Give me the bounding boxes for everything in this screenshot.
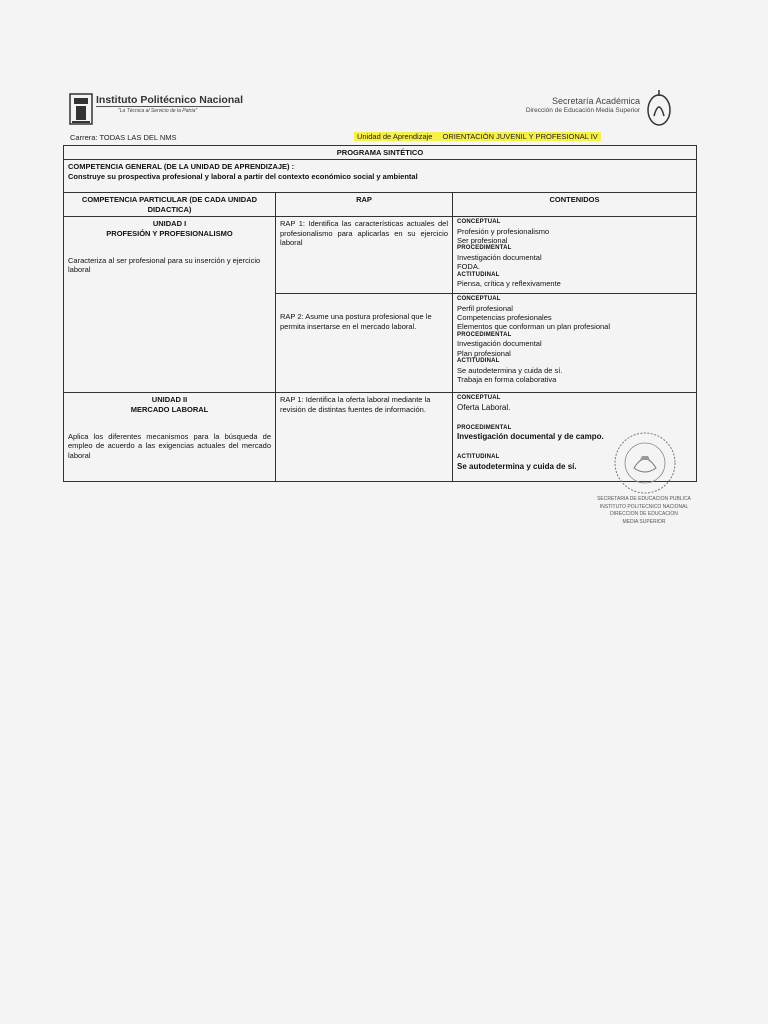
unit1-rap1-contenidos [453, 217, 697, 294]
actitudinal-label: ACTITUDINAL [457, 358, 500, 364]
conceptual-label: CONCEPTUAL [457, 219, 501, 226]
competencia-general-row [64, 160, 697, 193]
carrera-label: Carrera: TODAS LAS DEL NMS [70, 133, 177, 142]
program-table [63, 145, 697, 482]
header-divider [96, 106, 230, 107]
unit1-rap1: RAP 1: Identifica las características actuales del profesionalismo para aplicarlas en su ejercicio laboral [276, 217, 453, 294]
list-item: Competencias profesionales [457, 313, 552, 322]
unidad-value: ORIENTACIÓN JUVENIL Y PROFESIONAL IV [442, 132, 598, 141]
col-header-competencia: COMPETENCIA PARTICULAR (DE CADA UNIDAD DIDACTICA) [64, 193, 276, 217]
program-title: PROGRAMA SINTÉTICO [64, 146, 697, 160]
list-item: Ser profesional [457, 236, 508, 245]
unit1-competencia-cell [64, 217, 276, 393]
unit1-rap2-contenidos [453, 294, 697, 393]
unit2-competencia-cell [64, 393, 276, 482]
list-item: Perfil profesional [457, 303, 513, 313]
list-item: Trabaja en forma colaborativa [457, 374, 557, 384]
competencia-general-label: COMPETENCIA GENERAL (DE LA UNIDAD DE APRENDIZAJE) : [68, 162, 295, 172]
official-seal-icon [612, 430, 678, 496]
unit2-rap1-row [64, 393, 697, 482]
stamp-line: MEDIA SUPERIOR [622, 518, 666, 525]
col-header-rap: RAP [276, 193, 453, 217]
dems-logo-icon [644, 86, 674, 128]
institution-slogan: "La Técnica al Servicio de la Patria" [118, 108, 198, 114]
stamp-line: INSTITUTO POLITECNICO NACIONAL [599, 503, 689, 510]
procedimental-label: PROCEDIMENTAL [457, 331, 512, 338]
list-item: Se autodetermina y cuida de sí. [457, 461, 577, 471]
procedimental-label: PROCEDIMENTAL [457, 424, 512, 431]
list-item: Investigación documental y de campo. [457, 432, 604, 442]
actitudinal-label: ACTITUDINAL [457, 454, 500, 461]
unit1-title: UNIDAD I [152, 219, 187, 229]
list-item: Investigación documental [457, 252, 542, 262]
stamp-line: DIRECCION DE EDUCACION [610, 511, 678, 517]
competencia-general-text: Construye su prospectiva profesional y laboral a partir del contexto económico social y ambiental [68, 171, 418, 181]
unit1-rap1-row [64, 217, 697, 294]
unidad-label: Unidad de Aprendizaje [357, 132, 433, 141]
column-header-row [64, 193, 697, 217]
direccion-name: Dirección de Educación Media Superior [525, 107, 640, 114]
institution-name: Instituto Politécnico Nacional [96, 94, 244, 106]
list-item: Profesión y profesionalismo [457, 226, 550, 236]
list-item: Plan profesional [457, 348, 511, 358]
list-item: Se autodetermina y cuida de sí. [457, 365, 563, 375]
title-row [64, 146, 697, 160]
unit2-subtitle: MERCADO LABORAL [130, 404, 209, 414]
unidad-highlight [354, 132, 601, 141]
unit1-subtitle: PROFESIÓN Y PROFESIONALISMO [106, 228, 233, 238]
unit1-rap2: RAP 2: Asume una postura profesional que le permita insertarse en el mercado laboral. [276, 294, 453, 393]
unit2-competencia: Aplica los diferentes mecanismos para la búsqueda de empleo de acuerdo a las exigencias actuales del mercado laboral [68, 431, 271, 460]
list-item: Piensa, crítica y reflexivamente [457, 279, 561, 289]
actitudinal-label: ACTITUDINAL [457, 271, 500, 278]
list-item: Investigación documental [457, 339, 542, 349]
list-item: FODA. [457, 262, 480, 272]
ipn-logo-icon [68, 92, 94, 126]
conceptual-label: CONCEPTUAL [457, 395, 501, 402]
list-item: Elementos que conforman un plan profesional [457, 322, 611, 332]
stamp-text [584, 496, 704, 526]
secretaria-name: Secretaría Académica [551, 96, 640, 106]
procedimental-label: PROCEDIMENTAL [457, 245, 512, 252]
unit1-competencia: Caracteriza al ser profesional para su inserción y ejercicio laboral [68, 255, 261, 275]
stamp-line: SECRETARIA DE EDUCACION PUBLICA [597, 496, 691, 502]
col-header-contenidos: CONTENIDOS [453, 193, 697, 217]
list-item: Oferta Laboral. [457, 402, 511, 412]
conceptual-label: CONCEPTUAL [457, 296, 501, 303]
unit2-title: UNIDAD II [151, 395, 188, 405]
unit2-rap1: RAP 1: Identifica la oferta laboral mediante la revisión de distintas fuentes de información. [276, 393, 453, 482]
